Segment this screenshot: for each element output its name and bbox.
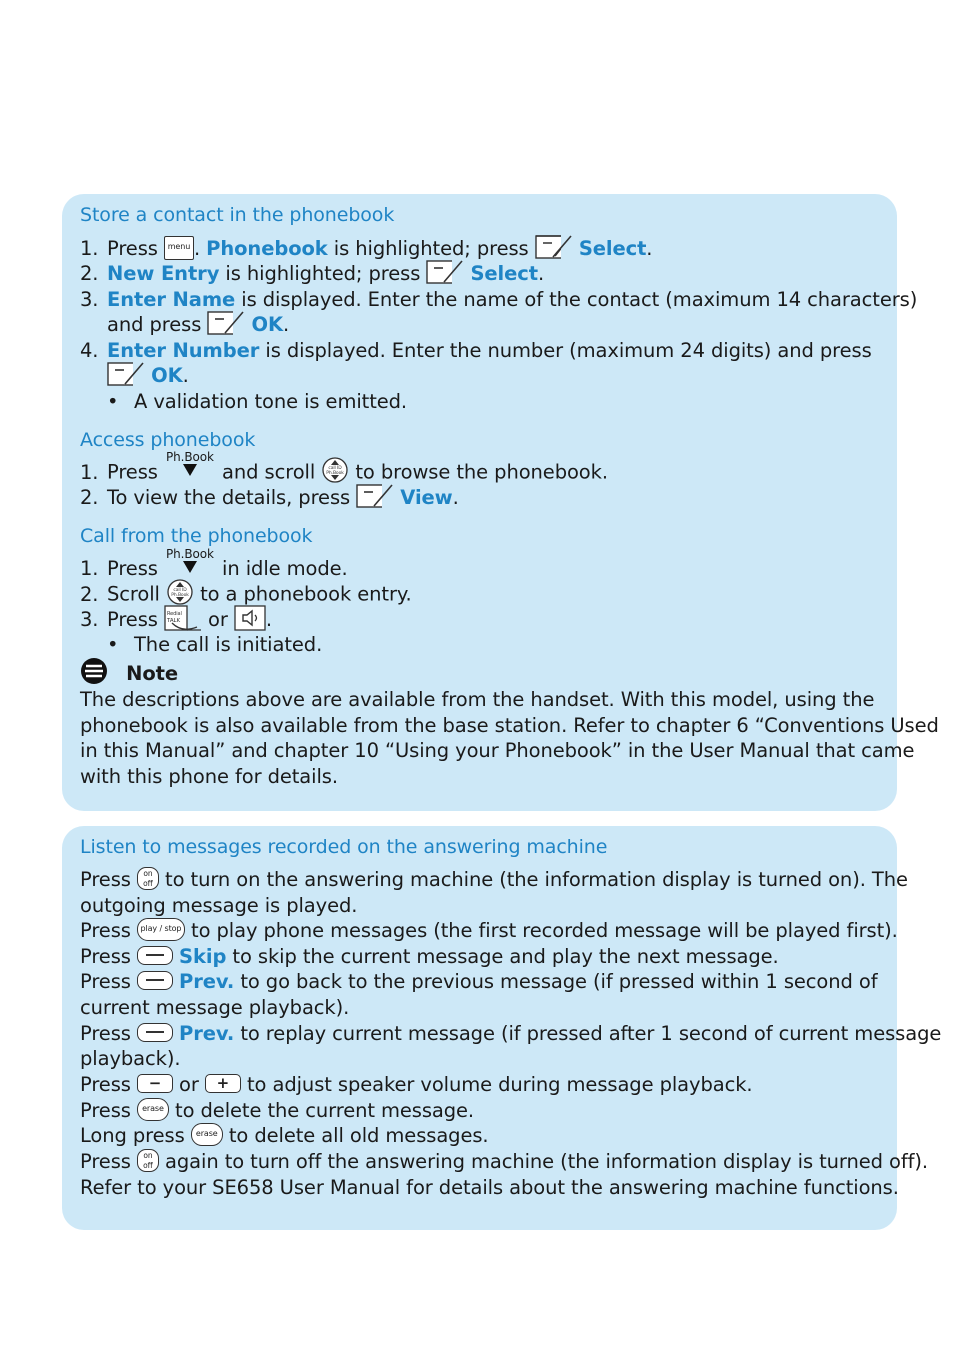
erase-key-icon: erase xyxy=(137,1098,169,1121)
left-softkey-icon xyxy=(107,362,145,386)
am-line-7: Press Prev. to replay current message (if pressed after 1 second of current message xyxy=(80,1022,942,1045)
note-text-line: phonebook is also available from the base station. Refer to chapter 6 “Conventions Used xyxy=(80,714,939,737)
call-step-1: 1. Press Ph.Book in idle mode. xyxy=(80,547,348,580)
volume-up-key-icon: + xyxy=(205,1074,241,1093)
am-line-3: Press play / stop to play phone messages (the first recorded message will be played first). xyxy=(80,919,898,942)
speaker-key-icon xyxy=(234,605,266,631)
phonebook-down-key-icon: Ph.Book xyxy=(164,450,216,480)
note-text-line: The descriptions above are available from the handset. With this model, using the xyxy=(80,688,875,711)
scroll-key-icon xyxy=(321,456,349,484)
svg-text:Ph.Book: Ph.Book xyxy=(171,593,189,598)
call-bullet: • The call is initiated. xyxy=(107,633,323,656)
am-line-2: outgoing message is played. xyxy=(80,894,358,917)
store-step-2: 2. New Entry is highlighted; press Select. xyxy=(80,261,544,287)
am-line-8: playback). xyxy=(80,1047,181,1070)
store-step-4-cont: OK. xyxy=(107,363,189,389)
access-step-1: 1. Press Ph.Book and scroll call ID Ph.Book to browse the phonebook. xyxy=(80,450,608,484)
note-text-line: with this phone for details. xyxy=(80,765,338,788)
menu-key-icon: menu xyxy=(164,236,194,260)
note-heading: Note xyxy=(80,660,178,688)
am-line-6: current message playback). xyxy=(80,996,350,1019)
svg-text:call ID: call ID xyxy=(173,588,187,593)
svg-text:call ID: call ID xyxy=(328,466,342,471)
call-step-2: 2. Scroll call ID Ph.Book to a phonebook entry. xyxy=(80,581,412,609)
svg-text:Ph.Book: Ph.Book xyxy=(326,471,345,476)
left-softkey-icon xyxy=(426,260,464,284)
store-bullet: • A validation tone is emitted. xyxy=(107,390,408,413)
call-step-3: 3. Press Redial TALK or . xyxy=(80,607,272,634)
call-from-phonebook-title: Call from the phonebook xyxy=(80,525,313,547)
store-step-4: 4. Enter Number is displayed. Enter the number (maximum 24 digits) and press xyxy=(80,339,872,362)
am-line-1: Press on off to turn on the answering machine (the information display is turned on). The xyxy=(80,868,908,891)
am-line-12: Press on off again to turn off the answering machine (the information display is turned off). xyxy=(80,1150,928,1173)
access-phonebook-title: Access phonebook xyxy=(80,429,256,451)
scroll-key-icon xyxy=(166,578,194,606)
left-softkey-icon xyxy=(535,235,573,259)
am-line-11: Long press erase to delete all old messages. xyxy=(80,1124,489,1147)
am-line-4: Press Skip to skip the current message and play the next message. xyxy=(80,945,779,968)
store-step-3: 3. Enter Name is displayed. Enter the name of the contact (maximum 14 characters) xyxy=(80,288,918,311)
on-off-key-icon: on off xyxy=(137,867,159,890)
store-contact-title: Store a contact in the phonebook xyxy=(80,204,395,226)
phonebook-panel xyxy=(62,194,939,811)
phonebook-down-key-icon: Ph.Book xyxy=(164,547,216,577)
on-off-key-icon: on off xyxy=(137,1149,159,1172)
talk-key-icon xyxy=(164,605,202,631)
am-line-10: Press erase to delete the current message. xyxy=(80,1099,475,1122)
store-step-3-cont: and press OK. xyxy=(107,312,289,338)
am-line-9: Press − or + to adjust speaker volume during message playback. xyxy=(80,1073,753,1096)
erase-key-icon: erase xyxy=(191,1123,223,1146)
prev-key-icon xyxy=(137,1023,173,1042)
play-stop-key-icon: play / stop xyxy=(137,918,185,941)
svg-text:Redial: Redial xyxy=(166,610,182,617)
note-icon xyxy=(80,657,108,685)
am-line-5: Press Prev. to go back to the previous message (if pressed within 1 second of xyxy=(80,970,878,993)
skip-key-icon xyxy=(137,946,173,965)
volume-down-key-icon: − xyxy=(137,1074,173,1093)
left-softkey-icon xyxy=(207,311,245,335)
prev-key-icon xyxy=(137,971,173,990)
svg-text:TALK: TALK xyxy=(166,617,180,624)
am-line-13: Refer to your SE658 User Manual for details about the answering machine functions. xyxy=(80,1176,899,1199)
answering-machine-title: Listen to messages recorded on the answering machine xyxy=(80,836,608,858)
left-softkey-icon xyxy=(356,484,394,508)
access-step-2: 2. To view the details, press View. xyxy=(80,485,459,511)
note-text-line: in this Manual” and chapter 10 “Using your Phonebook” in the User Manual that came xyxy=(80,739,915,762)
answering-machine-panel xyxy=(62,826,942,1230)
store-step-1: 1. Press menu . Phonebook is highlighted; press Select. xyxy=(80,236,652,262)
